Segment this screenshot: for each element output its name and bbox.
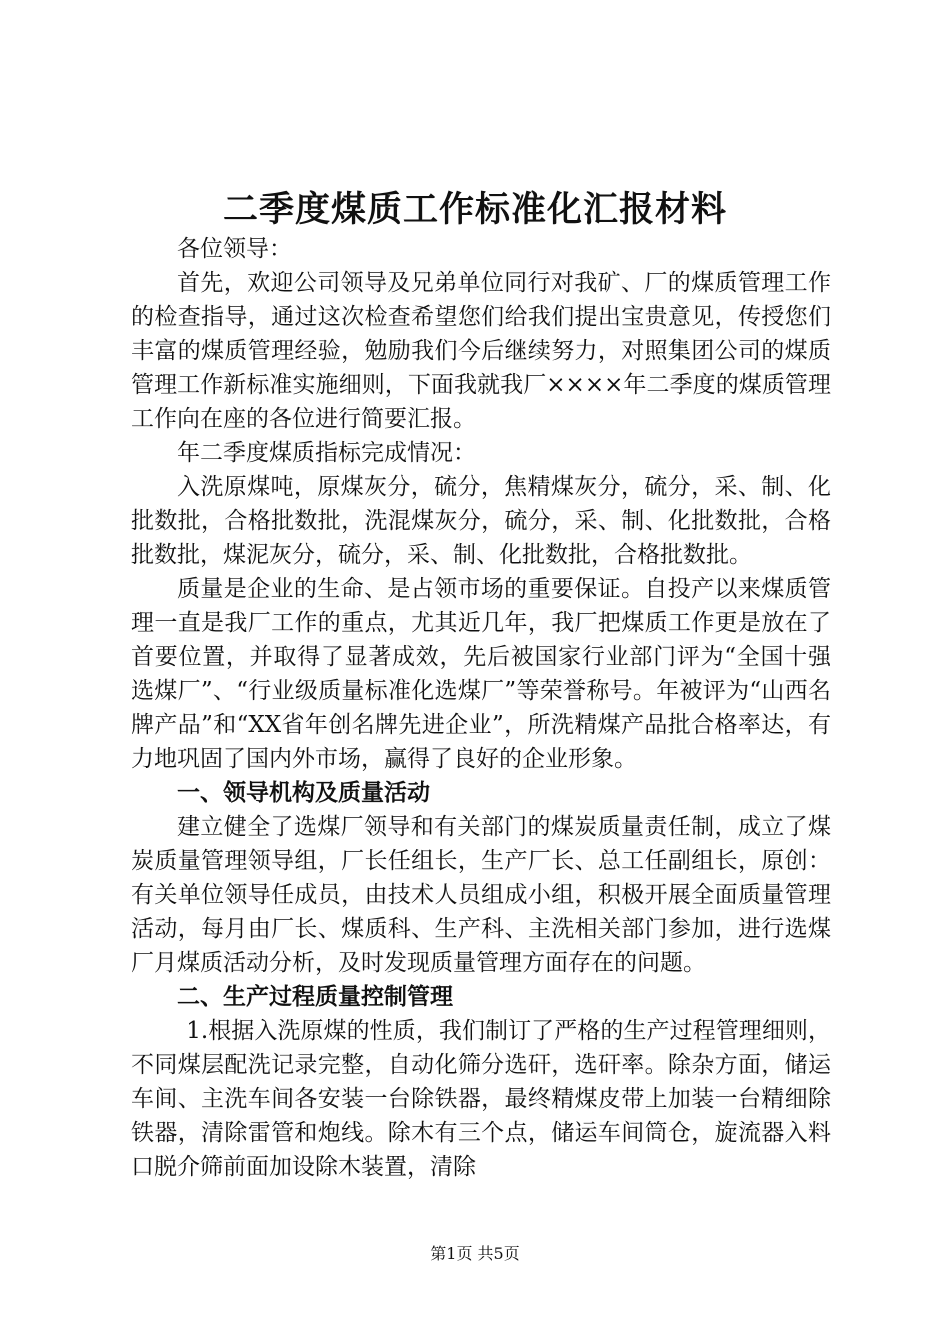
paragraph-process-control: 1.根据入洗原煤的性质，我们制订了严格的生产过程管理细则，不同煤层配洗记录完整，自动化筛分选矸，选矸率。除杂方面，储运车间、主洗车间各安装一台除铁器，最终精煤皮带上加装一台精细除铁器，清除雷管和炮线。除木有三个点，储运车间筒仓，旋流器入料口脱介筛前面加设除木装置，清除 — [131, 1018, 831, 1180]
section-heading-1: 一、领导机构及质量活动 — [177, 780, 430, 806]
document-title: 二季度煤质工作标准化汇报材料 — [222, 189, 727, 230]
section-heading-2: 二、生产过程质量控制管理 — [177, 984, 453, 1010]
paragraph-indicators: 入洗原煤吨，原煤灰分，硫分，焦精煤灰分，硫分，采、制、化批数批，合格批数批，洗混煤灰分，硫分，采、制、化批数批，合格批数批，煤泥灰分，硫分，采、制、化批数批，合格批数批。 — [131, 474, 831, 568]
salutation: 各位领导： — [177, 236, 292, 262]
paragraph-quality: 质量是企业的生命、是占领市场的重要保证。自投产以来煤质管理一直是我厂工作的重点，尤其近几年，我厂把煤质工作更是放在了首要位置，并取得了显著成效，先后被国家行业部门评为“全国十强选煤厂”、“行业级质量标准化选煤厂”等荣誉称号。年被评为“山西名牌产品”和“XX省年创名牌先进企业”，所洗精煤产品批合格率达，有力地巩固了国内外市场，赢得了良好的企业形象。 — [131, 576, 831, 772]
paragraph-indicators-heading: 年二季度煤质指标完成情况： — [177, 440, 476, 466]
paragraph-intro: 首先，欢迎公司领导及兄弟单位同行对我矿、厂的煤质管理工作的检查指导，通过这次检查希望您们给我们提出宝贵意见，传授您们丰富的煤质管理经验，勉励我们今后继续努力，对照集团公司的煤质管理工作新标准实施细则，下面我就我厂××××年二季度的煤质管理工作向在座的各位进行简要汇报。 — [131, 270, 831, 432]
document-body — [131, 232, 831, 1184]
page-footer: 第1页 共5页 — [430, 1244, 520, 1263]
paragraph-leadership: 建立健全了选煤厂领导和有关部门的煤炭质量责任制，成立了煤炭质量管理领导组，厂长任组长，生产厂长、总工任副组长，原创：有关单位领导任成员，由技术人员组成小组，积极开展全面质量管理活动，每月由厂长、煤质科、生产科、主洗相关部门参加，进行选煤厂月煤质活动分析，及时发现质量管理方面存在的问题。 — [131, 814, 831, 976]
